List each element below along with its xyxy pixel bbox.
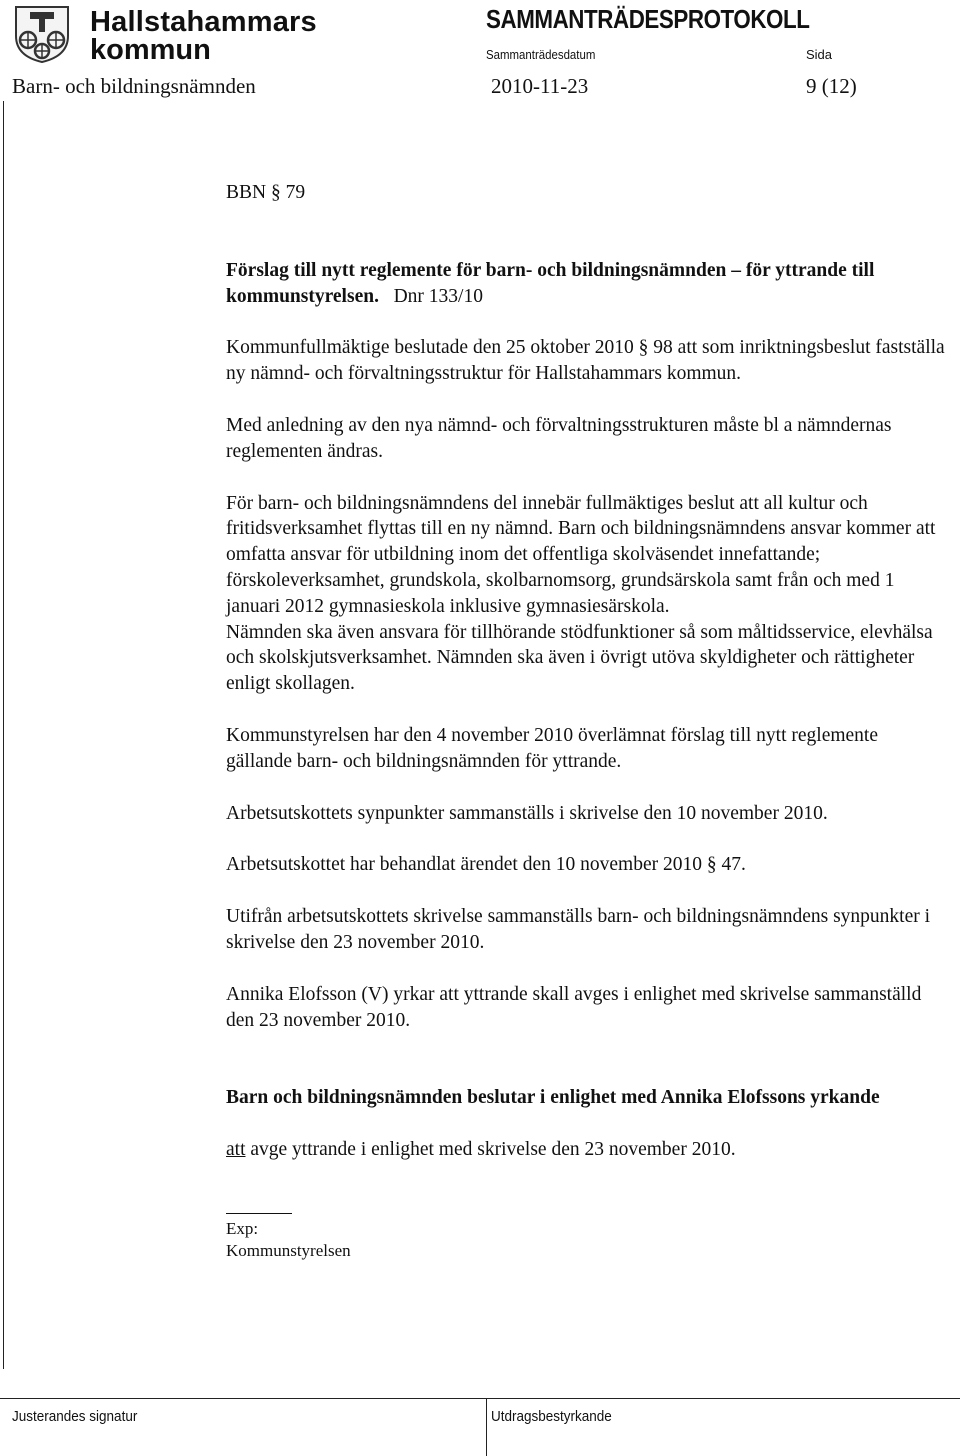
decision	[226, 1137, 946, 1163]
diary-number: Dnr 133/10	[393, 285, 483, 307]
page-number: 9 (12)	[806, 74, 857, 98]
paragraph-3: För barn- och bildningsnämndens del innebär fullmäktiges beslut att all kultur och fritidsverksamhet flyttas till en ny nämnd. Barn och bildningsnämndens ansvar kommer att omfatta ansvar för utbildning inom det offentliga skolväsendet innefattande; förskoleverksamhet, grundskola, skolbarnomsorg, grundsärskola samt från och med 1 januari 2012 gymnasieskola inklusive gymnasiesärskola.	[226, 492, 936, 617]
meeting-date: 2010-11-23	[491, 74, 589, 98]
date-label: Sammanträdesdatum	[486, 47, 596, 62]
document-body	[226, 180, 946, 1262]
paragraph-2: Med anledning av den nya nämnd- och förvaltningsstrukturen måste bl a nämndernas reglementen ändras.	[226, 414, 892, 462]
paragraph-5: Kommunstyrelsen har den 4 november 2010 överlämnat förslag till nytt reglemente gällande barn- och bildningsnämnden för yttrande.	[226, 724, 878, 772]
decision-heading-text: Barn och bildningsnämnden beslutar i enlighet med Annika Elofssons yrkande	[226, 1087, 880, 1109]
paragraph-9: Annika Elofsson (V) yrkar att yttrande skall avges i enlighet med skrivelse sammanställd den 23 november 2010.	[226, 983, 922, 1031]
footer-divider	[486, 1398, 487, 1456]
paragraph-7: Arbetsutskottet har behandlat ärendet den 10 november 2010 § 47.	[226, 854, 746, 876]
municipality-logo	[12, 4, 317, 66]
paragraph-6: Arbetsutskottets synpunkter sammanställs i skrivelse den 10 november 2010.	[226, 802, 828, 824]
logo-name-line2: kommun	[90, 34, 211, 66]
paragraph-4: Nämnden ska även ansvara för tillhörande stödfunktioner så som måltidsservice, elevhälsa och skolskjutsverksamhet. Nämnden ska även i övrigt utöva skyldigheter och rättigheter enligt skollagen.	[226, 621, 933, 695]
expedition-recipient: Kommunstyrelsen	[226, 1240, 351, 1260]
signature-field-label: Justerandes signatur	[12, 1408, 138, 1425]
decision-text: avge yttrande i enlighet med skrivelse den 23 november 2010.	[245, 1139, 736, 1161]
decision-heading	[226, 1085, 946, 1111]
paragraph-1: Kommunfullmäktige beslutade den 25 oktober 2010 § 98 att som inriktningsbeslut fastställa ny nämnd- och förvaltningsstruktur för Hallstahammars kommun.	[226, 337, 945, 385]
coat-of-arms-icon	[12, 4, 72, 64]
logo-name-line1: Hallstahammars	[90, 6, 317, 38]
document-type: SAMMANTRÄDESPROTOKOLL	[486, 4, 810, 34]
footer-rule	[0, 1398, 960, 1399]
committee-name: Barn- och bildningsnämnden	[12, 74, 256, 98]
margin-rule	[3, 101, 4, 1369]
expedition-rule	[226, 1213, 292, 1214]
decision-att: att	[226, 1139, 246, 1161]
section-id: BBN § 79	[226, 182, 306, 203]
expedition-label: Exp:	[226, 1218, 259, 1238]
paragraph-8: Utifrån arbetsutskottets skrivelse sammanställs barn- och bildningsnämndens synpunkter i skrivelse den 23 november 2010.	[226, 906, 931, 953]
page-label: Sida	[806, 47, 833, 62]
certification-field-label: Utdragsbestyrkande	[491, 1408, 612, 1425]
section-title	[226, 258, 946, 310]
title-text: Förslag till nytt reglemente för barn- och bildningsnämnden – för yttrande till kommunstyrelsen.	[226, 259, 875, 307]
